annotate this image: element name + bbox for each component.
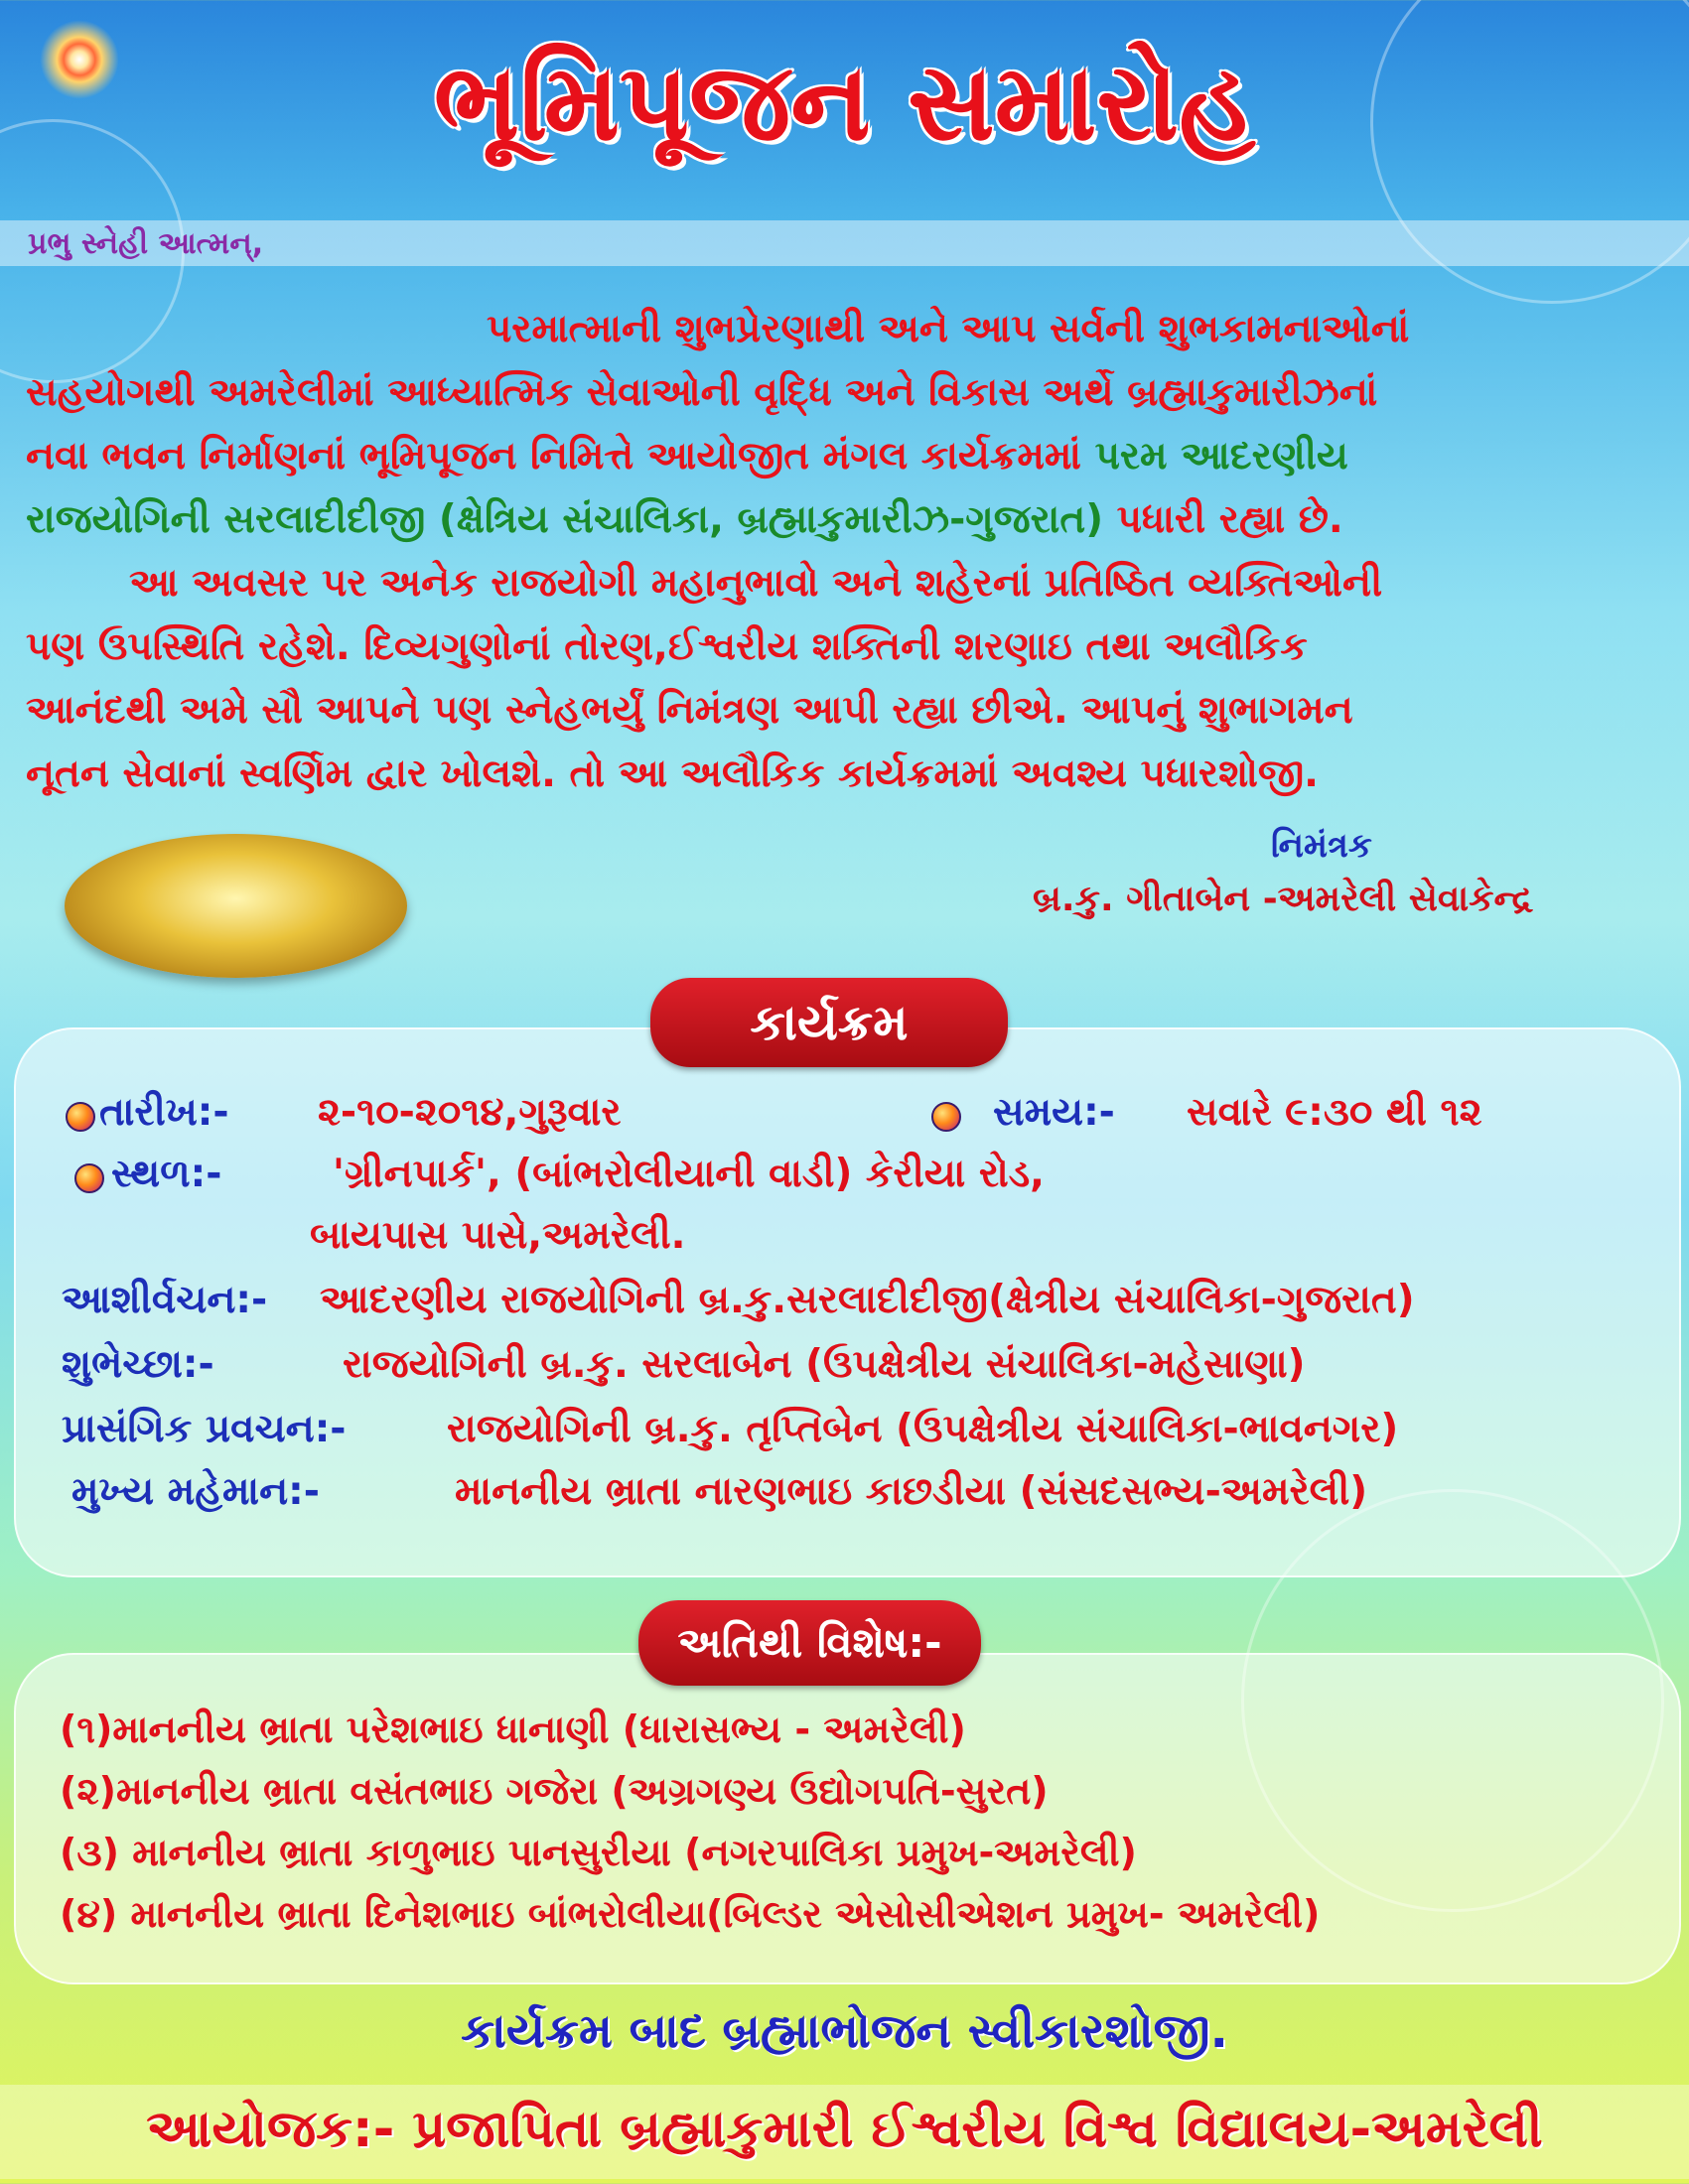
program-heading: કાર્યક્રમ — [650, 978, 1008, 1067]
guest-item: (૨)માનનીય ભ્રાતા વસંતભાઇ ગજેરા (અગ્રગણ્ય ઉદ્યોગપતિ-સુરત) — [60, 1769, 1049, 1813]
invitation-line: પરમાત્માની શુભપ્રેરણાથી અને આપ સર્વની શુભકામનાઓનાં — [487, 307, 1410, 351]
blessing-label: આશીર્વચન:- — [62, 1278, 268, 1322]
date-label: તારીખ:- — [99, 1090, 229, 1135]
speech-label: પ્રાસંગિક પ્રવચન:- — [62, 1407, 347, 1451]
inviter-name: બ્ર.કુ. ગીતાબેન -અમરેલી સેવાકેન્દ્ર — [1033, 879, 1533, 919]
blessing-value: આદરણીય રાજયોગિની બ્ર.કુ.સરલાદીદીજી(ક્ષેત્રીય સંચાલિકા-ગુજરાત) — [320, 1278, 1415, 1322]
invitation-line: આ અવસર પર અનેક રાજયોગી મહાનુભાવો અને શહેરનાં પ્રતિષ્ઠિત વ્યક્તિઓની — [129, 561, 1383, 606]
date-value: ૨-૧૦-૨૦૧૪,ગુરૂવાર — [318, 1090, 622, 1135]
organizer-footer: આયોજક:- પ્રજાપિતા બ્રહ્માકુમારી ઈશ્વરીય વિશ્વ વિદ્યાલય-અમરેલી — [146, 2100, 1543, 2159]
time-label: સમય:- — [993, 1090, 1115, 1135]
invitation-line: નૂતન સેવાનાં સ્વર્ણિમ દ્વાર ખોલશે. તો આ અલૌકિક કાર્યક્રમમાં અવશ્ય પધારશોજી. — [26, 751, 1319, 796]
invitation-text: નવા ભવન નિર્માણનાં ભૂમિપૂજન નિમિત્તે આયોજીત મંગલ કાર્યક્રમમાં — [26, 434, 1081, 478]
guests-heading: અતિથી વિશેષ:- — [638, 1600, 981, 1686]
venue-line: 'ગ્રીનપાર્ક', (બાંભરોલીયાની વાડી) કેરીયા રોડ, — [333, 1152, 1045, 1196]
closing-note: કાર્યક્રમ બાદ બ્રહ્માભોજન સ્વીકારશોજી. — [461, 2003, 1228, 2059]
invitation-guest-name: રાજયોગિની સરલાદીદીજી (ક્ષેત્રિય સંચાલિકા, બ્રહ્માકુમારીઝ-ગુજરાત) — [26, 497, 1104, 542]
speech-value: રાજયોગિની બ્ર.કુ. તૃપ્તિબેન (ઉપક્ષેત્રીય સંચાલિકા-ભાવનગર) — [447, 1407, 1399, 1451]
invitation-line: સહયોગથી અમરેલીમાં આધ્યાત્મિક સેવાઓની વૃદ્ધિ અને વિકાસ અર્થે બ્રહ્માકુમારીઝનાં — [26, 370, 1378, 415]
invitation-line: પણ ઉપસ્થિતિ રહેશે. દિવ્યગુણોનાં તોરણ,ઈશ્વરીય શક્તિની શરણાઇ તથા અલૌકિક — [26, 624, 1308, 669]
bullet-icon — [74, 1163, 104, 1193]
bullet-icon — [931, 1102, 961, 1132]
wishes-value: રાજયોગિની બ્ર.કુ. સરલાબેન (ઉપક્ષેત્રીય સંચાલિકા-મહેસાણા) — [343, 1342, 1306, 1387]
invitation-text: પધારી રહ્યા છે. — [1116, 497, 1343, 542]
inviter-label: નિમંત્રક — [1271, 826, 1372, 866]
wishes-label: શુભેચ્છા:- — [62, 1342, 214, 1387]
venue-line: બાયપાસ પાસે,અમરેલી. — [310, 1213, 686, 1258]
invitation-line — [26, 425, 1664, 488]
guest-item: (૧)માનનીય ભ્રાતા પરેશભાઇ ધાનાણી (ધારાસભ્ય - અમરેલી) — [60, 1707, 966, 1751]
chief-guest-label: મુખ્ય મહેમાન:- — [71, 1469, 320, 1514]
invitation-honor: પરમ આદરણીય — [1094, 434, 1348, 478]
invitation-line: આનંદથી અમે સૌ આપને પણ સ્નેહભર્યું નિમંત્રણ આપી રહ્યા છીએ. આપનું શુભાગમન — [26, 688, 1353, 733]
guest-item: (૪) માનનીય ભ્રાતા દિનેશભાઇ બાંભરોલીયા(બિલ્ડર એસોસીએશન પ્રમુખ- અમરેલી) — [60, 1892, 1321, 1936]
invitation-line — [26, 488, 1664, 552]
time-value: સવારે ૯:૩૦ થી ૧૨ — [1187, 1090, 1482, 1135]
puja-plate-image — [65, 834, 407, 978]
guest-item: (૩) માનનીય ભ્રાતા કાળુભાઇ પાનસુરીયા (નગરપાલિકા પ્રમુખ-અમરેલી) — [60, 1831, 1137, 1874]
venue-label: સ્થળ:- — [111, 1152, 222, 1196]
page-title: ભૂમિપૂજન સમારોહ — [433, 40, 1256, 165]
bullet-icon — [66, 1102, 95, 1132]
greeting: પ્રભુ સ્નેહી આત્મન્, — [28, 226, 264, 261]
chief-guest-value: માનનીય ભ્રાતા નારણભાઇ કાછડીયા (સંસદસભ્ય-અમરેલી) — [455, 1469, 1368, 1514]
